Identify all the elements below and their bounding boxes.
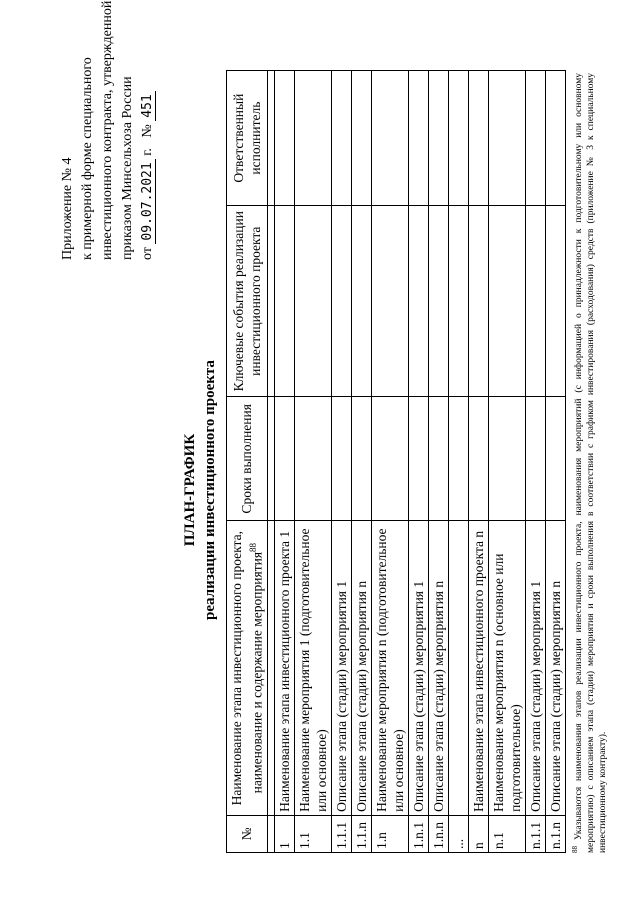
row-name <box>448 521 468 815</box>
row-number: 1.n.1 <box>408 815 428 852</box>
row-events <box>545 206 565 397</box>
row-responsible <box>468 71 488 206</box>
row-number: n.1 <box>488 815 525 852</box>
number-prefix: № <box>140 124 155 138</box>
plan-table <box>226 70 566 853</box>
row-deadline <box>488 397 525 521</box>
spacer-cell <box>267 815 274 852</box>
row-deadline <box>525 397 545 521</box>
table-row <box>545 71 565 853</box>
row-responsible <box>294 71 331 206</box>
row-name: Описание этапа (стадии) мероприятия n <box>545 521 565 815</box>
row-number: n <box>468 815 488 852</box>
header-deadline: Сроки выполнения <box>227 397 268 521</box>
row-name: Наименование этапа инвестиционного проекта 1 <box>274 521 294 815</box>
row-number: n.1.1 <box>525 815 545 852</box>
row-name: Описание этапа (стадии) мероприятия 1 <box>525 521 545 815</box>
row-name: Описание этапа (стадии) мероприятия 1 <box>331 521 351 815</box>
row-deadline <box>468 397 488 521</box>
table-row <box>525 71 545 853</box>
table-row <box>274 71 294 853</box>
row-responsible <box>545 71 565 206</box>
row-number: 1.n.n <box>428 815 448 852</box>
row-number: 1 <box>274 815 294 852</box>
row-responsible <box>371 71 408 206</box>
row-events <box>408 206 428 397</box>
table-row <box>351 71 371 853</box>
table-header-row <box>227 71 268 853</box>
row-responsible <box>448 71 468 206</box>
appendix-line: приказом Минсельхоза России <box>120 76 135 260</box>
header-spacer-row <box>267 71 274 853</box>
table-row <box>371 71 408 853</box>
table-row <box>468 71 488 853</box>
appendix-date-line <box>138 0 158 260</box>
row-events <box>468 206 488 397</box>
row-responsible <box>488 71 525 206</box>
document-title <box>180 325 220 655</box>
row-deadline <box>428 397 448 521</box>
row-responsible <box>428 71 448 206</box>
row-name: Наименование мероприятия 1 (подготовительное или основное) <box>294 521 331 815</box>
footnote-text: Указываются наименования этапов реализации инвестиционного проекта, наименования мероприятий (с информацией о принадлежности к подготовительному или основному мероприятию) с описанием этапа (стадии) мероприятия и сроки выполнения в соответствии с графиком инвестирования (расходования) средств (приложение № 3 к специальному инвестиционному контракту). <box>574 72 609 853</box>
row-number: 1.1.n <box>351 815 371 852</box>
table-row <box>294 71 331 853</box>
row-name: Наименование мероприятия n (основное или подготовительное) <box>488 521 525 815</box>
appendix-line: к примерной форме специального <box>80 57 95 260</box>
row-deadline <box>371 397 408 521</box>
row-deadline <box>545 397 565 521</box>
row-name: Описание этапа (стадии) мероприятия n <box>428 521 448 815</box>
row-responsible <box>408 71 428 206</box>
row-number: n.1.n <box>545 815 565 852</box>
order-number: 451 <box>140 91 156 120</box>
row-number: 1.n <box>371 815 408 852</box>
row-events <box>274 206 294 397</box>
row-responsible <box>331 71 351 206</box>
year-suffix: г. <box>140 148 155 156</box>
header-name-text: Наименование этапа инвестиционного проекта, наименование и содержание мероприятия <box>229 531 265 806</box>
title-sub: реализации инвестиционного проекта <box>202 360 218 620</box>
row-events <box>371 206 408 397</box>
row-number: ... <box>448 815 468 852</box>
row-responsible <box>351 71 371 206</box>
date-prefix: от <box>140 247 155 260</box>
title-main: ПЛАН-ГРАФИК <box>182 433 198 547</box>
footnote <box>569 73 609 853</box>
row-name: Описание этапа (стадии) мероприятия n <box>351 521 371 815</box>
order-date: 09.07.2021 <box>140 159 156 243</box>
footnote-ref: 88 <box>248 542 258 552</box>
row-events <box>488 206 525 397</box>
row-responsible <box>274 71 294 206</box>
row-number: 1.1.1 <box>331 815 351 852</box>
row-deadline <box>294 397 331 521</box>
header-num: № <box>227 815 268 852</box>
table-row <box>408 71 428 853</box>
row-events <box>351 206 371 397</box>
appendix-header <box>58 0 158 260</box>
spacer-cell <box>267 206 274 397</box>
row-events <box>428 206 448 397</box>
row-events <box>294 206 331 397</box>
row-deadline <box>408 397 428 521</box>
header-responsible: Ответственный исполнитель <box>227 71 268 206</box>
spacer-cell <box>267 521 274 815</box>
row-name: Описание этапа (стадии) мероприятия 1 <box>408 521 428 815</box>
row-deadline <box>331 397 351 521</box>
row-name: Наименование мероприятия n (подготовительное или основное) <box>371 521 408 815</box>
appendix-line: инвестиционного контракта, утвержденной <box>100 0 115 260</box>
row-events <box>525 206 545 397</box>
table-body <box>274 71 565 853</box>
row-deadline <box>351 397 371 521</box>
row-events <box>331 206 351 397</box>
spacer-cell <box>267 397 274 521</box>
row-deadline <box>448 397 468 521</box>
table-row <box>428 71 448 853</box>
row-events <box>448 206 468 397</box>
header-name <box>227 521 268 815</box>
table-row <box>448 71 468 853</box>
header-events: Ключевые события реализации инвестиционного проекта <box>227 206 268 397</box>
row-name: Наименование этапа инвестиционного проекта n <box>468 521 488 815</box>
row-number: 1.1 <box>294 815 331 852</box>
row-deadline <box>274 397 294 521</box>
spacer-cell <box>267 71 274 206</box>
footnote-separator <box>565 633 566 853</box>
table-row <box>488 71 525 853</box>
table-row <box>331 71 351 853</box>
footnote-number: 88 <box>571 846 579 853</box>
appendix-line: Приложение № 4 <box>60 157 75 260</box>
row-responsible <box>525 71 545 206</box>
